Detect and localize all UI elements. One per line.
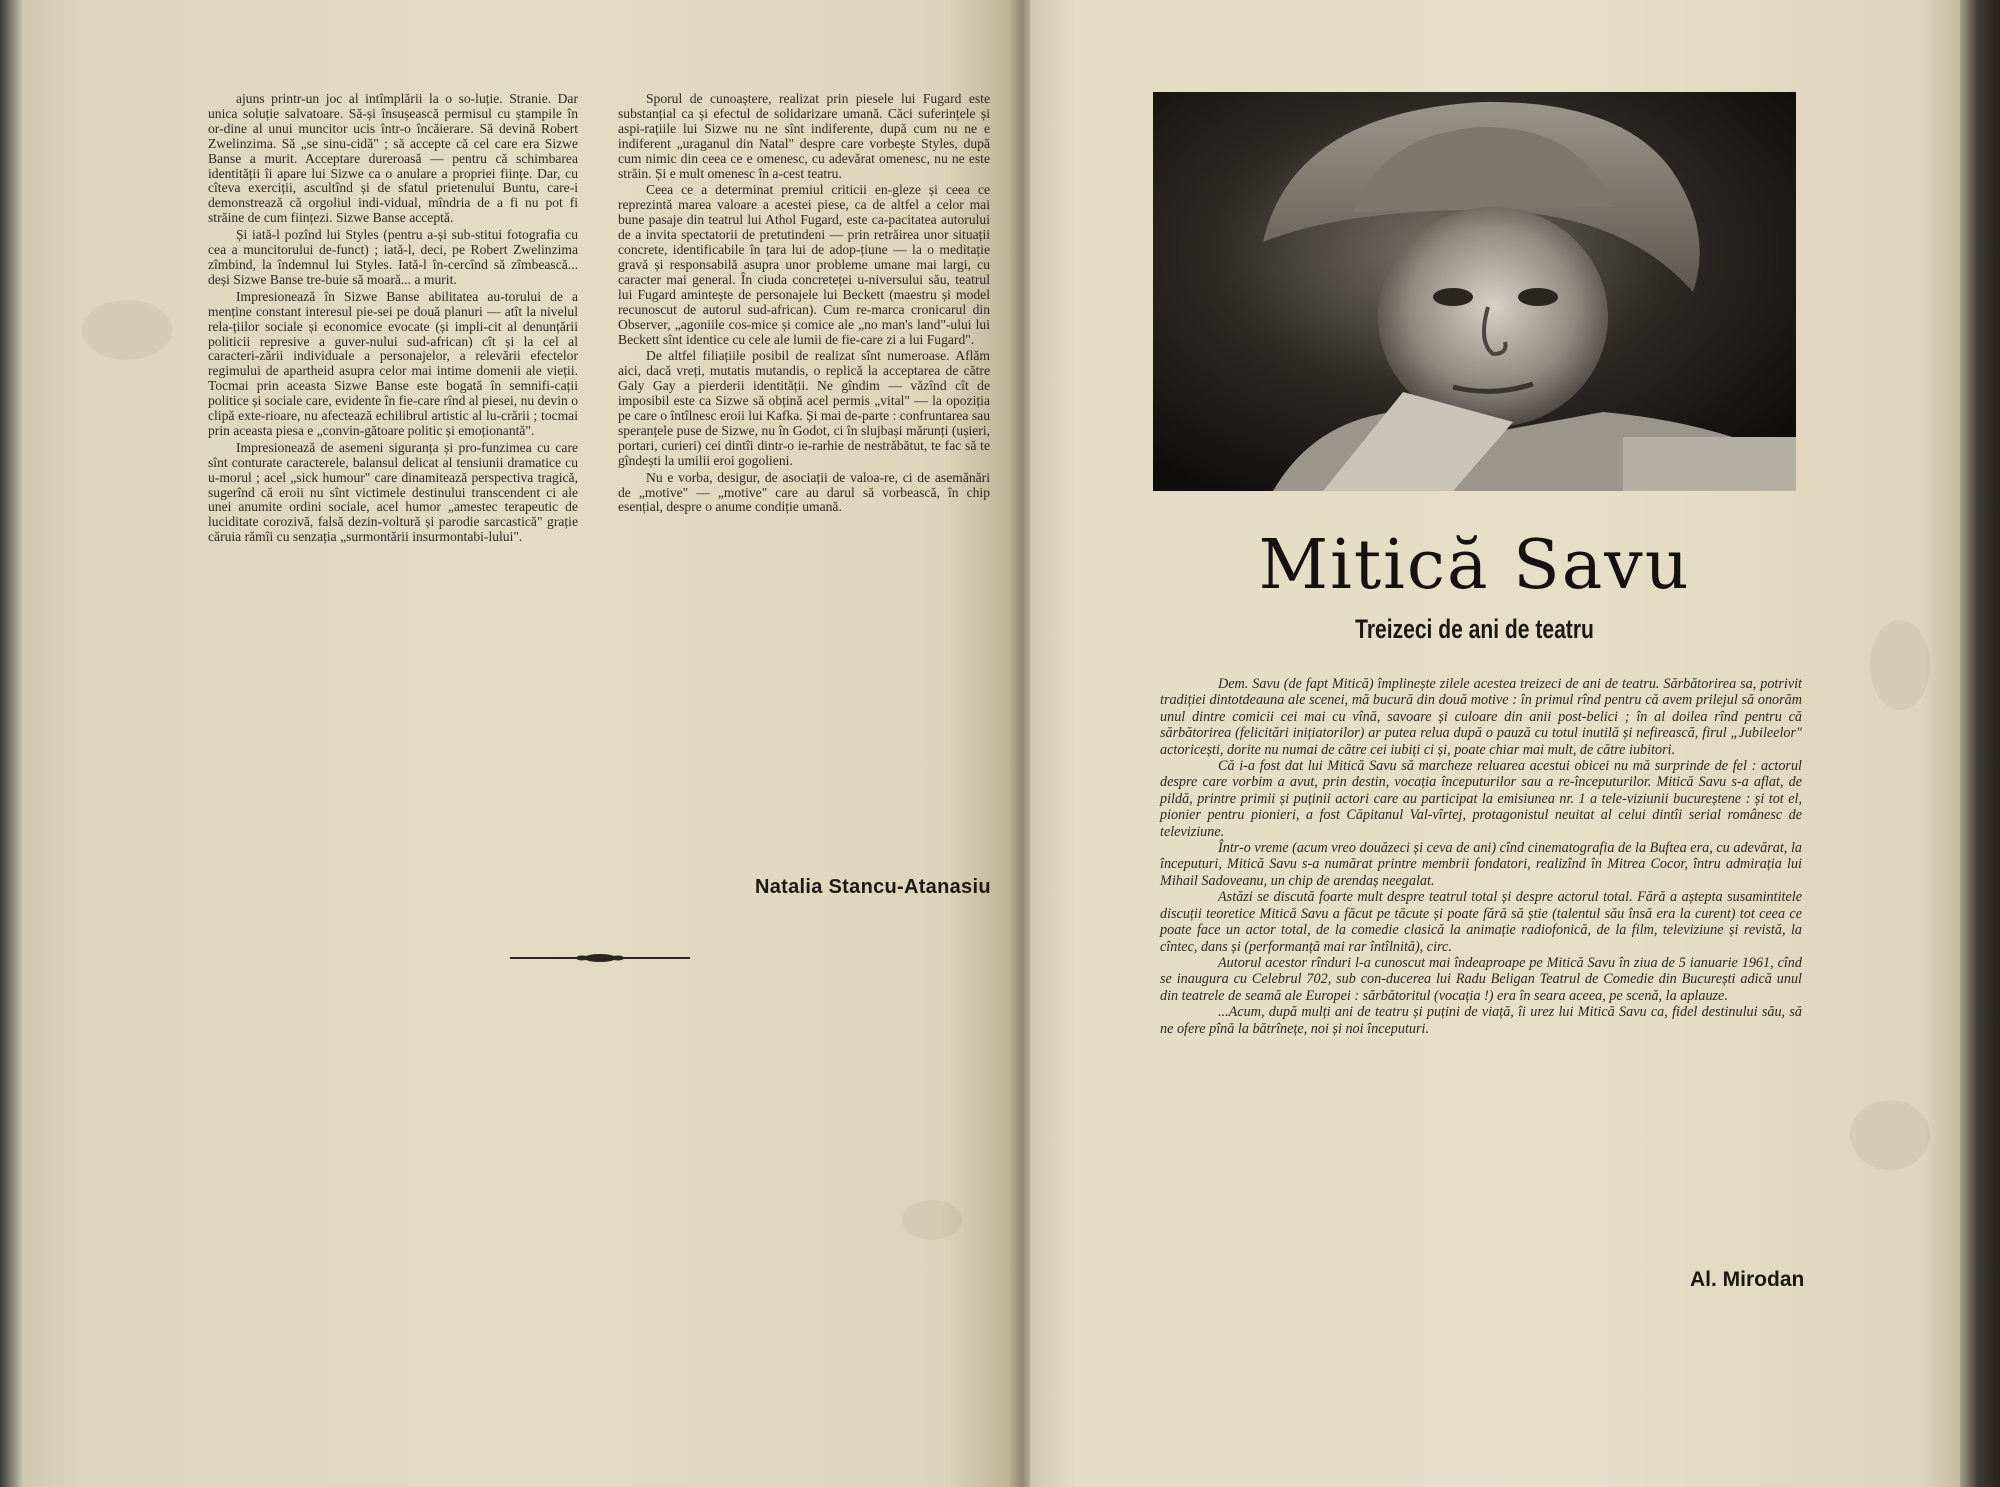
book-edge-left [0,0,22,1487]
left-col1-paragraph: Impresionează de asemeni siguranța și pro-funzimea cu care sînt conturate caracterele, balansul delicat al tensiunii dramatice cu u-morul ; acel „sick humour" care dinamitează perspectiva tragică, sugerînd că eroii nu sînt victimele destinului transcendent ci ale unei anumite ordini sociale, acel humor „amestec terapeutic de luciditate corozivă, falsă dezin-voltură și parodie sarcastică" grație căruia rămîi cu senzația „surmontării insurmontabi-lului". [208,439,578,545]
article-paragraph: Într-o vreme (acum vreo douăzeci și ceva de ani) cînd cinematografia de la Buftea era, cu adevărat, la începuturi, Mitică Savu s-a numărat printre membrii fondatori, realizînd în Mitrea Cocor, întru admirația lui Mihail Sadoveanu, un chip de arendaș neegalat. [1160,840,1802,889]
actor-portrait-photo [1153,92,1796,491]
article-paragraph: Că i-a fost dat lui Mitică Savu să marcheze reluarea acestui obicei nu mă surprinde de fel : actorul despre care vorbim a avut, prin destin, vocația începuturilor sau a re-începuturilor. Mitică Savu s-a aflat, de pildă, printre primii și puținii actori care au participat la emisiunea nr. 1 a tele-viziunii bucureștene : și tot el, pionier pentru pionieri, a fost Căpitanul Val-vîrtej, protagonistul neuitat al celui dintîi serial românesc de televiziune. [1160,758,1802,840]
article-paragraph: Autorul acestor rînduri l-a cunoscut mai îndeaproape pe Mitică Savu în ziua de 5 ianuarie 1961, cînd se inaugura cu Celebrul 702, sub con-ducerea lui Radu Beligan Teatrul de Comedie din București adică unul din teatrele de seamă ale Europei : sărbătoritul (vocația !) era în seara aceea, pe scenă, la aplauze. [1160,954,1802,1004]
left-col2-paragraph: Ceea ce a determinat premiul criticii en-gleze și ceea ce reprezintă marea valoare a acestei piese, ca de altfel a celor mai bune pasaje din teatrul lui Athol Fugard, este ca-pacitatea autorului de a invita spectatorii de pretutindeni — prin retrăirea unor situații concrete, identificabile în țara lui de adop-țiune — la o meditație gravă și responsabilă asupra unor probleme umane mai largi, cu caracter mai general. În ciuda concreteței u-niversului său, teatrul lui Fugard amintește de personajele lui Beckett (maestru și model recunoscut de autorul sud-african). Cum re-marca cronicarul din Observer, „agoniile cos-mice și comice ale „no man's land"-ului lui Beckett sînt identice cu cele ale lumii de fie-care zi a lui Fugard". [618,182,990,347]
article-title: Mitică Savu [1258,526,1691,605]
left-col2-paragraph: Sporul de cunoaștere, realizat prin piesele lui Fugard este substanțial ca și efectul de solidarizare umană. Căci suferințele și aspi-rațiile lui Sizwe nu ne sînt indiferente, după cum nu ne e indiferent „uraganul din Natal" despre care vorbește Styles, după cum nimic din ceea ce e omenesc, cu adevărat omenesc, nu ne este străin. Și e mult omenesc în a-cest teatru. [618,91,990,181]
book-edge-right [1960,0,2000,1487]
left-col1-paragraph: Impresionează în Sizwe Banse abilitatea au-torului de a menține constant interesul pie-sei pe două planuri — atît la nivelul rela-țiilor sociale și economice evocate (și impli-cit al denunțării politicii represive a guver-nului sud-african) cît și la cel al caracteri-zării individuale a personajelor, a relevării efectelor regimului de apartheid asupra celor mai intime domenii ale vieții. Tocmai prin aceasta Sizwe Banse este bogată în semnifi-cații politice și sociale care, evidente în fie-care rînd al piesei, nu devin o clipă exte-rioare, nu afectează echilibrul artistic al lu-crării ; tocmai prin aceasta piesa e „convin-gătoare politic și emoționantă". [208,288,578,438]
article-subtitle: Treizeci de ani de teatru [1355,614,1594,644]
article-paragraph: Dem. Savu (de fapt Mitică) împlinește zilele acestea treizeci de ani de teatru. Sărbătorirea sa, potrivit tradiției dintotdeauna ale scenei, mă bucură din două motive : în primul rînd pentru că avem prilejul să onorăm unul dintre comicii cei mai cu vînă, savoare și culoare din anii post-belici ; în al doilea rînd pentru că sărbătorirea (felicitări inițiatorilor) ar putea relua după o pauză cu totul inutilă și nefirească, firul „Jubileelor" actoricești, dorite nu numai de către cei iubiți ci și, poate chiar mai mult, de către iubitori. [1160,676,1802,758]
left-col2-paragraph: De altfel filiațiile posibil de realizat sînt numeroase. Aflăm aici, dacă vreți, mutatis mutandis, o replică la acceptarea de către Galy Gay a pierderii identității. Ne gîndim — văzînd cît de imposibil este ca Sizwe să obțină acel permis „vital" — la opoziția pe care o întîlnesc eroii lui Kafka. Și mai de-parte : confruntarea sau speranțele puse de Sizwe, nu în Godot, ci în slujbași mărunți (ușieri, portari, curieri) cei dintîi dintr-o ie-rarhie de nestrăbătut, te fac să te gîndești la umilii eroi gogolieni. [618,348,990,468]
article-paragraph: Astăzi se discută foarte mult despre teatrul total și despre actorul total. Fără a aștepta susamintitele discuții teoretice Mitică Savu a făcut pe tăcute și poate fără să știe (talentul său însă era la curent) tot ceea ce poate face un actor total, de la comedie clasică la animație radiofonică, de la film, televiziune și revistă, la cîntec, dans și (performanță mai rar întîlnită), circ. [1160,889,1802,955]
article-paragraph: ...Acum, după mulți ani de teatru și puțini de viață, îi urez lui Mitică Savu ca, fidel destinului său, să ne ofere pînă la bătrînețe, noi și noi începuturi. [1160,1004,1802,1037]
right-article-body [1160,676,1802,1037]
portrait-illustration [1153,92,1796,491]
left-column-2 [618,92,990,515]
section-divider-ornament [510,952,690,964]
left-col2-paragraph: Nu e vorba, desigur, de asociații de valoa-re, ci de asemănări de „motive" — „motive" care au darul să vorbească, în chip esențial, despre o anume condiție umană. [618,469,990,515]
left-col1-paragraph: Și iată-l pozînd lui Styles (pentru a-și sub-stitui fotografia cu cea a muncitorului de-funct) ; iată-l, deci, pe Robert Zwelinzima zîmbind, la îndemnul lui Styles. Iată-l în-cercînd să zîmbească... deși Sizwe Banse tre-buie să moară... a murit. [208,227,578,287]
right-article-signature: Al. Mirodan [1690,1268,1805,1291]
left-column-1 [208,92,578,545]
left-article-signature: Natalia Stancu-Atanasiu [755,876,991,898]
left-col1-paragraph: ajuns printr-un joc al intîmplării la o so-luție. Stranie. Dar unica soluție salvatoare. Să-și însușească permisul cu ștampile în or-dine al unui muncitor ucis într-o încăierare. Să devină Robert Zwelinzima. Să „se sinu-cidă" ; să accepte că cel care era Sizwe Banse a murit. Acceptare dureroasă — pentru că schimbarea identității îi apare lui Sizwe ca o anulare a propriei ființe. Dar, cu cîteva exerciții, ascultînd și de sfatul prietenului Buntu, care-i demonstrează că orgoliul indi-vidual, mîndria de a fi nu pot fi străine de cum ființezi. Sizwe Banse acceptă. [208,91,578,226]
